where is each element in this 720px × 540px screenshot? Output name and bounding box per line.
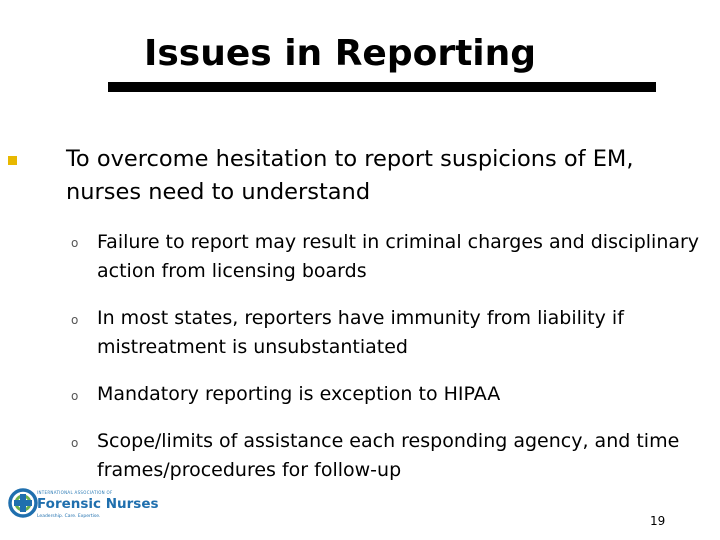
main-point: To overcome hesitation to report suspicions of EM, nurses need to understand <box>66 146 634 205</box>
sub-point-2: In most states, reporters have immunity from liability if mistreatment is unsubstantiated <box>97 307 624 358</box>
sub-point-4: Scope/limits of assistance each responding agency, and time frames/procedures for follow-up <box>97 430 680 481</box>
sub-bullet-marker: o <box>71 436 79 450</box>
sub-point-1: Failure to report may result in criminal charges and disciplinary action from licensing boards <box>97 231 700 282</box>
sub-bullet-marker: o <box>71 389 79 403</box>
sub-bullet-marker: o <box>71 313 79 327</box>
sub-bullet-marker: o <box>71 236 79 250</box>
slide-title: Issues in Reporting <box>143 33 537 74</box>
forensic-nurses-logo-icon <box>8 486 38 524</box>
logo-name: Forensic Nurses <box>37 496 159 512</box>
sub-point-3: Mandatory reporting is exception to HIPAA <box>97 383 501 405</box>
main-bullet-marker <box>8 156 17 165</box>
page-number: 19 <box>650 514 666 528</box>
logo-tagline: Leadership. Care. Expertise. <box>37 514 101 519</box>
logo-org-line: INTERNATIONAL ASSOCIATION OF <box>37 490 113 495</box>
title-underline <box>108 82 656 92</box>
